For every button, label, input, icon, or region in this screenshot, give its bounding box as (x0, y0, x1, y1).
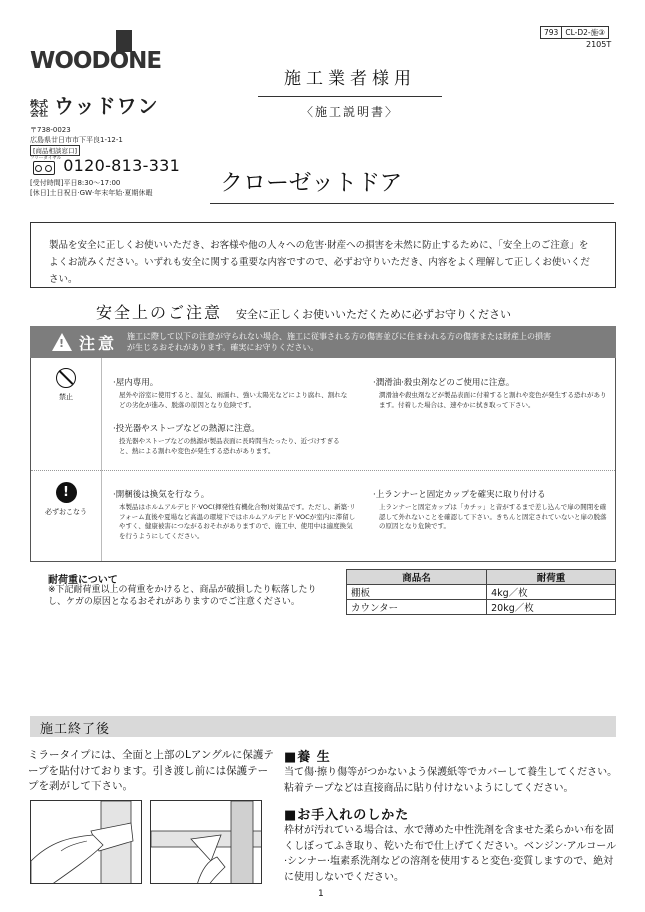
free-dial-label: フリーダイヤル (30, 156, 62, 161)
list-item: ·潤滑油·殺虫剤などのご使用に注意。 潤滑油や殺虫剤などが製品表面に付着すると割れや変色が発生する恐れがあります。付着した場合は、速やかに拭き取って下さい。 (373, 378, 607, 409)
intro-box: 製品を安全に正しくお使いいただき、お客様や他の人々への危害·財産への損害を未然に防止するために、「安全上のご注意」をよくお読みください。いずれも安全に関する重要な内容ですので、必ずお守りいただき、内容をよく理解して正しくお使いください。 (30, 222, 616, 288)
table-cell: 20kg／枚 (487, 600, 616, 615)
prohibited-cell (31, 368, 101, 402)
load-capacity-table (346, 569, 616, 615)
mandatory-icon: ! (56, 482, 77, 503)
phone-number: 0120-813-331 (63, 156, 181, 175)
support-label: [商品相談窓口] (30, 145, 80, 156)
list-item: ·屋内専用。 屋外や浴室に使用すると、湿気、雨濡れ、強い太陽光などにより腐れ、割れなどの劣化が進み、脱落の原因となり危険です。 (113, 378, 348, 409)
row-divider (31, 470, 615, 471)
company-name (30, 90, 159, 119)
care-title: ■お手入れのしかた (284, 808, 410, 823)
caution-table (30, 358, 616, 562)
list-item: ·開梱後は換気を行なう。 本製品はホルムアルデヒド·VOC(揮発性有機化合物)対策品です。ただし、新築·リフォーム直後や夏場など高温の環境下ではホルムアルデヒド·VOCが室内に滞留しやすく、健康被害につながるおそれがありますので、施工中、使用中は適度換気を行うようにしてください。 (113, 490, 356, 540)
target-audience: 施工業者様用 (258, 64, 442, 97)
revision-code: 2105T (586, 40, 612, 49)
woodone-logo (30, 30, 180, 80)
safety-heading (96, 300, 511, 323)
curing-text: 当て傷·擦り傷等がつかないよう保護紙等でカバーして養生してください。粘着テープなどは直接商品に貼り付けないようにしてください。 (284, 767, 618, 794)
postal-code: 〒738-0023 (30, 126, 71, 134)
care-section (284, 804, 618, 885)
safety-subtitle: 安全に正しくお使いいただくために必ずお守りください (236, 308, 512, 321)
prohibited-label: 禁止 (59, 393, 73, 401)
hand-peeling-icon (31, 801, 142, 884)
load-capacity-note: ※下記耐荷重以上の荷重をかけると、商品が破損したり転落したりし、ケガの原因となるおそれがありますのでご注意ください。 (48, 585, 317, 607)
prohibited-icon (56, 368, 76, 388)
column-header: 商品名 (347, 570, 487, 585)
safety-title: 安全上のご注意 (96, 303, 223, 322)
table-cell: 棚板 (347, 585, 487, 600)
list-item: ·投光器やストーブなどの熱源に注意。 投光器やストーブなどの熱源が製品表面に長時間当たったり、近づけすぎると、熱による割れや変色が発生する恐れがあります。 (113, 424, 340, 455)
load-capacity-title: 耐荷重について (48, 575, 118, 586)
curing-title: ■養 生 (284, 750, 331, 765)
logo-text: WOODONE (30, 48, 162, 74)
company-prefix-line1: 株式 (30, 100, 49, 110)
table-row (347, 585, 616, 600)
mandatory-cell (31, 482, 101, 517)
support-hours (30, 178, 152, 198)
table-row (347, 600, 616, 615)
free-dial (30, 156, 180, 175)
table-cell: 4kg／枚 (487, 585, 616, 600)
caution-label: 注意 (79, 333, 118, 353)
holidays: [休日]土日祝日·GW·年末年始·夏期休暇 (30, 189, 153, 197)
caution-text: 施工に際して以下の注意が守られない場合、施工に従事される方の傷害並びに住まわれる方の傷害または財産上の損害が生じるおそれがあります。確実にお守りください。 (127, 332, 552, 352)
manual-subtitle: 〈施工説明書〉 (300, 105, 399, 119)
doc-code-box (540, 26, 609, 39)
free-dial-icon (33, 161, 55, 175)
table-cell: カウンター (347, 600, 487, 615)
peel-tape-illustration-2 (150, 800, 262, 884)
product-title: クローゼットドア (210, 164, 614, 204)
company-prefix-line2: 会社 (30, 109, 49, 119)
peel-tape-illustration-1 (30, 800, 142, 884)
reception-hours: [受付時間]平日8:30〜17:00 (30, 179, 121, 187)
mirror-note: ミラータイプには、全面と上部のLアングルに保護テープを貼付けております。引き渡し前には保護テープを剥がして下さい。 (28, 749, 274, 792)
company-address (30, 126, 123, 145)
curing-section (284, 746, 618, 796)
table-header-row (347, 570, 616, 585)
l-angle-tape-icon (151, 801, 262, 884)
company-katakana: ウッドワン (54, 94, 159, 118)
caution-bar (30, 326, 616, 358)
column-divider (101, 358, 102, 561)
care-text: 枠材が汚れている場合は、水で薄めた中性洗剤を含ませた柔らかい布を固くしぼってふき取り、乾いた布で仕上げてください。ベンジン·アルコール·シンナー·塩素系洗剤などの溶剤を使用すると変色·変質しますので、絶対に使用しないでください。 (284, 825, 617, 883)
doc-code: CL-D2-施③ (562, 26, 608, 39)
mandatory-label: 必ずおこなう (45, 508, 87, 516)
warning-triangle-icon (52, 333, 72, 351)
section-bar-after-install: 施工終了後 (30, 716, 616, 737)
page-number: 1 (318, 889, 324, 899)
column-header: 耐荷重 (487, 570, 616, 585)
doc-number: 793 (540, 26, 562, 39)
street-address: 広島県廿日市市下平良1-12-1 (30, 135, 123, 144)
list-item: ·上ランナーと固定カップを確実に取り付ける 上ランナーと固定カップは「カチッ」と音がするまで差し込んで扉の開閉を確認して外れないことを確認して下さい。きちんと固定されていないと扉の脱落の原因となり危険です。 (373, 490, 607, 530)
